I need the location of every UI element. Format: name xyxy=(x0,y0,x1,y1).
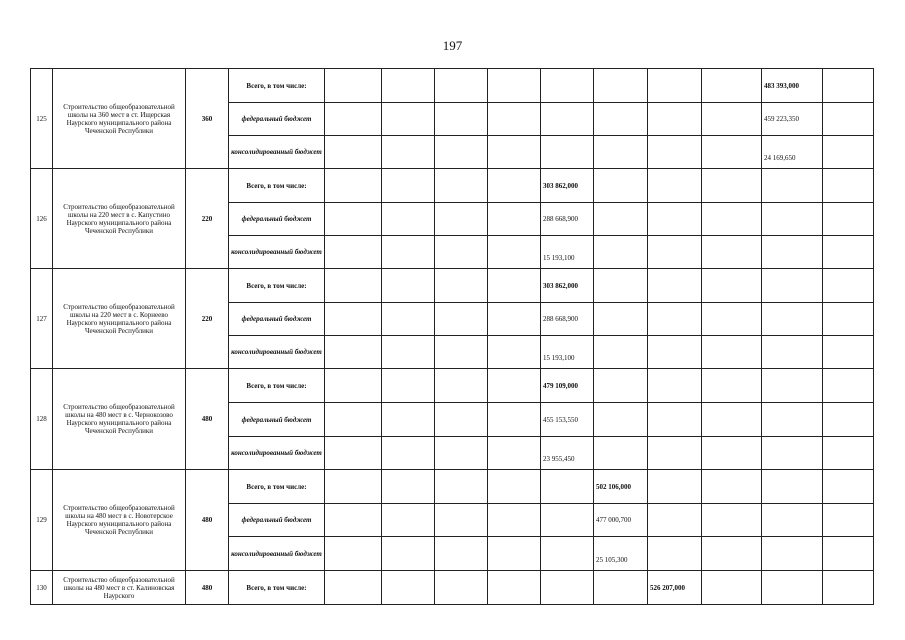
empty-cell xyxy=(435,336,488,369)
empty-cell xyxy=(325,236,382,269)
empty-cell xyxy=(488,269,541,303)
empty-cell xyxy=(488,369,541,403)
empty-cell xyxy=(648,103,702,136)
empty-cell xyxy=(762,403,823,437)
funding-type: консолидированный бюджет xyxy=(229,136,325,169)
empty-cell xyxy=(435,303,488,336)
funding-type: Всего, в том числе: xyxy=(229,369,325,403)
empty-cell xyxy=(648,403,702,437)
empty-cell xyxy=(435,403,488,437)
empty-cell xyxy=(488,69,541,103)
funding-type: консолидированный бюджет xyxy=(229,236,325,269)
empty-cell xyxy=(325,336,382,369)
empty-cell xyxy=(594,336,648,369)
empty-cell xyxy=(435,437,488,470)
empty-cell xyxy=(762,571,823,605)
amount-cell: 477 000,700 xyxy=(594,504,648,537)
empty-cell xyxy=(382,236,435,269)
empty-cell xyxy=(648,269,702,303)
empty-cell xyxy=(762,303,823,336)
empty-cell xyxy=(702,470,762,504)
row-number: 128 xyxy=(31,369,53,470)
empty-cell xyxy=(488,303,541,336)
empty-cell xyxy=(325,403,382,437)
empty-cell xyxy=(382,203,435,236)
empty-cell xyxy=(823,169,874,203)
empty-cell xyxy=(702,336,762,369)
empty-cell xyxy=(702,103,762,136)
funding-type: федеральный бюджет xyxy=(229,303,325,336)
project-name: Строительство общеобразовательной школы на 480 мест в с. Новотерское Наурского муниципального района Чеченской Республики xyxy=(53,470,186,571)
empty-cell xyxy=(435,269,488,303)
empty-cell xyxy=(702,571,762,605)
empty-cell xyxy=(648,470,702,504)
amount-cell: 483 393,000 xyxy=(762,69,823,103)
funding-type: консолидированный бюджет xyxy=(229,336,325,369)
empty-cell xyxy=(823,336,874,369)
empty-cell xyxy=(541,571,594,605)
empty-cell xyxy=(702,303,762,336)
empty-cell xyxy=(488,203,541,236)
empty-cell xyxy=(435,504,488,537)
empty-cell xyxy=(823,103,874,136)
empty-cell xyxy=(594,369,648,403)
empty-cell xyxy=(648,169,702,203)
empty-cell xyxy=(823,571,874,605)
row-number: 125 xyxy=(31,69,53,169)
project-name: Строительство общеобразовательной школы на 480 мест в с. Чернокозово Наурского муниципального района Чеченской Республики xyxy=(53,369,186,470)
empty-cell xyxy=(648,203,702,236)
empty-cell xyxy=(435,69,488,103)
empty-cell xyxy=(648,303,702,336)
empty-cell xyxy=(382,537,435,571)
empty-cell xyxy=(488,504,541,537)
empty-cell xyxy=(435,470,488,504)
empty-cell xyxy=(325,537,382,571)
amount-cell: 15 193,100 xyxy=(541,236,594,269)
amount-cell: 24 169,650 xyxy=(762,136,823,169)
empty-cell xyxy=(382,169,435,203)
amount-cell: 459 223,350 xyxy=(762,103,823,136)
empty-cell xyxy=(325,269,382,303)
row-number: 127 xyxy=(31,269,53,369)
amount-cell: 15 193,100 xyxy=(541,336,594,369)
table-row xyxy=(31,169,874,203)
empty-cell xyxy=(541,537,594,571)
amount-cell: 288 668,900 xyxy=(541,303,594,336)
row-number: 130 xyxy=(31,571,53,605)
empty-cell xyxy=(488,103,541,136)
capacity: 480 xyxy=(186,369,229,470)
empty-cell xyxy=(823,470,874,504)
capacity: 360 xyxy=(186,69,229,169)
empty-cell xyxy=(435,103,488,136)
empty-cell xyxy=(702,236,762,269)
empty-cell xyxy=(435,236,488,269)
amount-cell: 479 109,000 xyxy=(541,369,594,403)
empty-cell xyxy=(648,369,702,403)
empty-cell xyxy=(823,437,874,470)
empty-cell xyxy=(702,136,762,169)
empty-cell xyxy=(762,537,823,571)
capacity: 220 xyxy=(186,169,229,269)
empty-cell xyxy=(648,437,702,470)
empty-cell xyxy=(382,504,435,537)
funding-type: консолидированный бюджет xyxy=(229,537,325,571)
empty-cell xyxy=(488,136,541,169)
empty-cell xyxy=(648,537,702,571)
empty-cell xyxy=(594,203,648,236)
empty-cell xyxy=(488,403,541,437)
empty-cell xyxy=(488,236,541,269)
project-name: Строительство общеобразовательной школы на 220 мест в с. Капустино Наурского муниципального района Чеченской Республики xyxy=(53,169,186,269)
empty-cell xyxy=(762,437,823,470)
empty-cell xyxy=(594,269,648,303)
empty-cell xyxy=(325,169,382,203)
empty-cell xyxy=(488,470,541,504)
empty-cell xyxy=(382,571,435,605)
empty-cell xyxy=(762,169,823,203)
empty-cell xyxy=(648,336,702,369)
amount-cell: 303 862,000 xyxy=(541,169,594,203)
capacity: 480 xyxy=(186,470,229,571)
table-row xyxy=(31,470,874,504)
empty-cell xyxy=(762,336,823,369)
empty-cell xyxy=(702,169,762,203)
empty-cell xyxy=(823,537,874,571)
budget-table xyxy=(30,68,874,605)
empty-cell xyxy=(823,504,874,537)
empty-cell xyxy=(382,336,435,369)
empty-cell xyxy=(382,269,435,303)
empty-cell xyxy=(488,571,541,605)
empty-cell xyxy=(325,437,382,470)
funding-type: Всего, в том числе: xyxy=(229,269,325,303)
empty-cell xyxy=(488,336,541,369)
empty-cell xyxy=(594,136,648,169)
row-number: 126 xyxy=(31,169,53,269)
table-row xyxy=(31,571,874,605)
empty-cell xyxy=(325,571,382,605)
empty-cell xyxy=(382,103,435,136)
empty-cell xyxy=(382,470,435,504)
empty-cell xyxy=(594,236,648,269)
empty-cell xyxy=(762,269,823,303)
empty-cell xyxy=(325,470,382,504)
capacity: 220 xyxy=(186,269,229,369)
empty-cell xyxy=(594,103,648,136)
empty-cell xyxy=(541,136,594,169)
empty-cell xyxy=(435,537,488,571)
empty-cell xyxy=(382,136,435,169)
amount-cell: 23 955,450 xyxy=(541,437,594,470)
table-row xyxy=(31,269,874,303)
capacity: 480 xyxy=(186,571,229,605)
empty-cell xyxy=(702,504,762,537)
empty-cell xyxy=(325,69,382,103)
empty-cell xyxy=(648,69,702,103)
empty-cell xyxy=(762,369,823,403)
empty-cell xyxy=(382,303,435,336)
empty-cell xyxy=(435,571,488,605)
funding-type: федеральный бюджет xyxy=(229,504,325,537)
empty-cell xyxy=(702,537,762,571)
empty-cell xyxy=(702,369,762,403)
empty-cell xyxy=(541,69,594,103)
empty-cell xyxy=(541,103,594,136)
funding-type: Всего, в том числе: xyxy=(229,69,325,103)
table-row xyxy=(31,369,874,403)
empty-cell xyxy=(702,69,762,103)
funding-type: Всего, в том числе: xyxy=(229,571,325,605)
funding-type: федеральный бюджет xyxy=(229,403,325,437)
empty-cell xyxy=(541,470,594,504)
funding-type: федеральный бюджет xyxy=(229,203,325,236)
project-name: Строительство общеобразовательной школы на 360 мест в ст. Ищерская Наурского муниципального района Чеченской Республики xyxy=(53,69,186,169)
empty-cell xyxy=(488,437,541,470)
empty-cell xyxy=(762,504,823,537)
empty-cell xyxy=(594,437,648,470)
empty-cell xyxy=(594,69,648,103)
funding-type: консолидированный бюджет xyxy=(229,437,325,470)
page-number: 197 xyxy=(442,38,463,53)
empty-cell xyxy=(488,169,541,203)
empty-cell xyxy=(648,504,702,537)
project-name: Строительство общеобразовательной школы на 480 мест в ст. Калиновская Наурского xyxy=(53,571,186,605)
amount-cell: 303 862,000 xyxy=(541,269,594,303)
empty-cell xyxy=(435,369,488,403)
funding-type: Всего, в том числе: xyxy=(229,470,325,504)
empty-cell xyxy=(382,369,435,403)
empty-cell xyxy=(435,203,488,236)
empty-cell xyxy=(488,537,541,571)
amount-cell: 288 668,900 xyxy=(541,203,594,236)
funding-type: федеральный бюджет xyxy=(229,103,325,136)
empty-cell xyxy=(382,69,435,103)
empty-cell xyxy=(648,236,702,269)
empty-cell xyxy=(823,369,874,403)
empty-cell xyxy=(702,203,762,236)
empty-cell xyxy=(594,169,648,203)
empty-cell xyxy=(823,69,874,103)
funding-type: Всего, в том числе: xyxy=(229,169,325,203)
empty-cell xyxy=(325,369,382,403)
empty-cell xyxy=(325,203,382,236)
empty-cell xyxy=(823,236,874,269)
amount-cell: 455 153,550 xyxy=(541,403,594,437)
empty-cell xyxy=(648,136,702,169)
empty-cell xyxy=(325,136,382,169)
empty-cell xyxy=(762,236,823,269)
empty-cell xyxy=(382,437,435,470)
empty-cell xyxy=(702,403,762,437)
empty-cell xyxy=(762,203,823,236)
empty-cell xyxy=(823,203,874,236)
empty-cell xyxy=(594,403,648,437)
empty-cell xyxy=(435,136,488,169)
empty-cell xyxy=(823,269,874,303)
empty-cell xyxy=(435,169,488,203)
table-row xyxy=(31,69,874,103)
empty-cell xyxy=(594,571,648,605)
empty-cell xyxy=(702,437,762,470)
empty-cell xyxy=(325,103,382,136)
empty-cell xyxy=(594,303,648,336)
empty-cell xyxy=(823,303,874,336)
empty-cell xyxy=(325,303,382,336)
amount-cell: 25 105,300 xyxy=(594,537,648,571)
empty-cell xyxy=(541,504,594,537)
empty-cell xyxy=(325,504,382,537)
empty-cell xyxy=(823,403,874,437)
row-number: 129 xyxy=(31,470,53,571)
amount-cell: 502 106,000 xyxy=(594,470,648,504)
empty-cell xyxy=(702,269,762,303)
empty-cell xyxy=(823,136,874,169)
empty-cell xyxy=(762,470,823,504)
amount-cell: 526 207,000 xyxy=(648,571,702,605)
project-name: Строительство общеобразовательной школы на 220 мест в с. Корнеево Наурского муниципального района Чеченской Республики xyxy=(53,269,186,369)
empty-cell xyxy=(382,403,435,437)
